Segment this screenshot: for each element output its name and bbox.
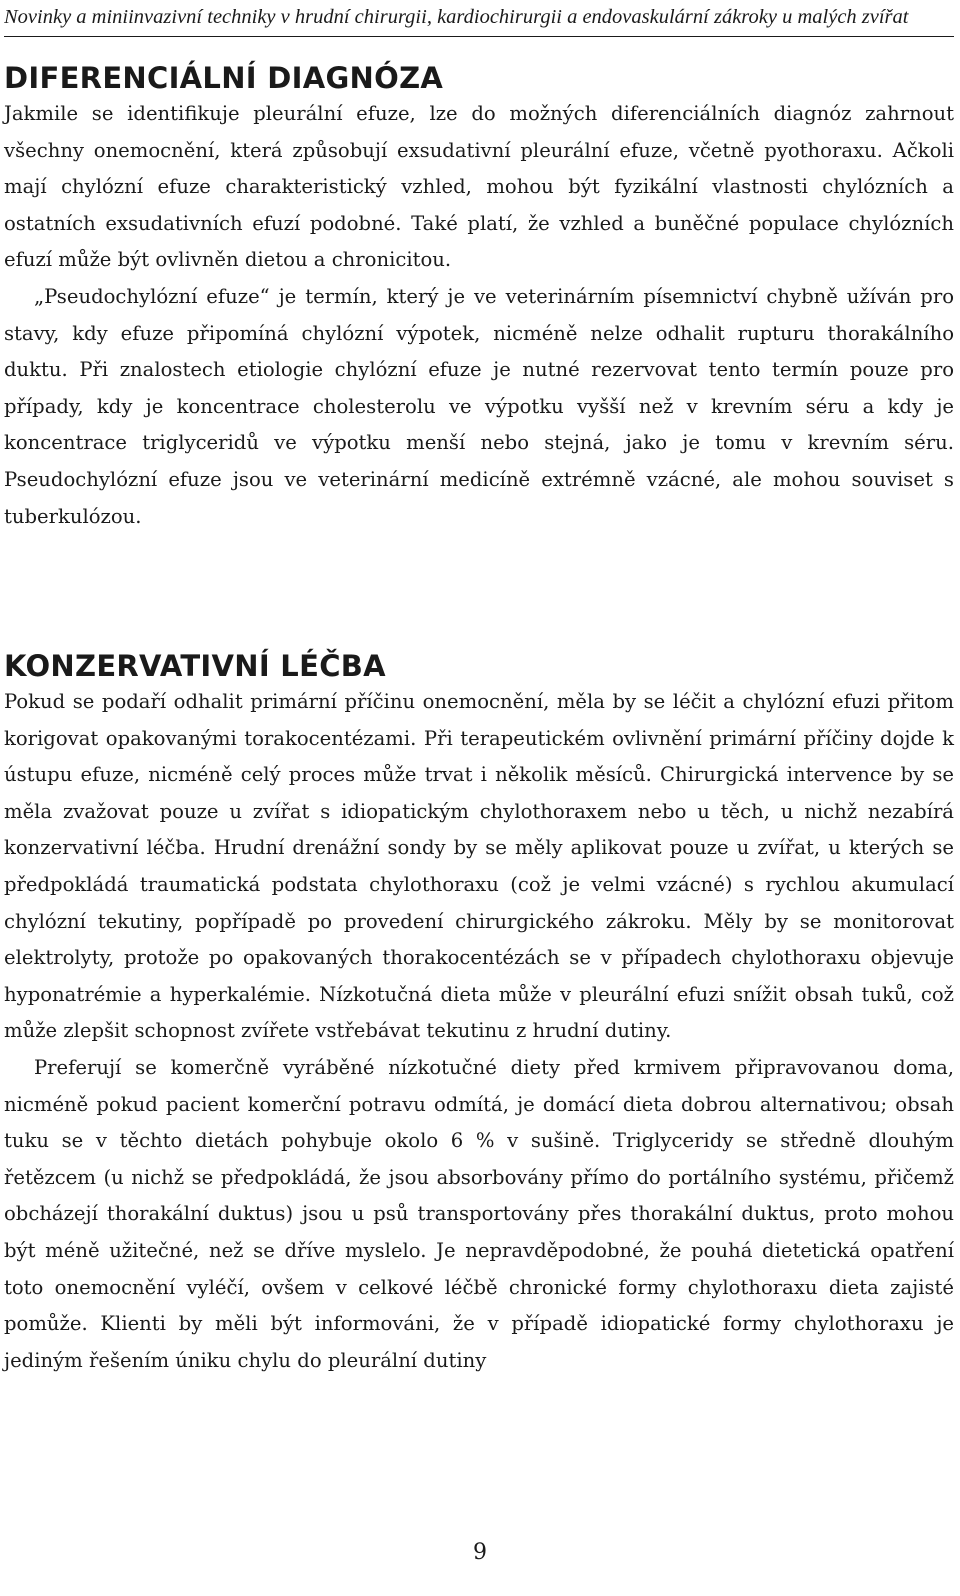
paragraph: „Pseudochylózní efuze“ je termín, který je ve veterinárním písemnictví chybně užíván pro stavy, kdy efuze připomíná chylózní výpotek, nicméně nelze odhalit rupturu thorakálního duktu. Při znalostech etiologie chylózní efuze je nutné rezervovat tento termín pouze pro případy, kdy je koncentrace cholesterolu ve výpotku vyšší než v krevním séru a kdy je koncentrace triglyceridů ve výpotku menší nebo stejná, jako je tomu v krevním séru. Pseudochylózní efuze jsou ve veterinární medicíně extrémně vzácné, ale mohou souviset s tuberkulózou. <box>4 284 954 528</box>
section-conservative-treatment <box>4 648 954 1379</box>
paragraph: Pokud se podaří odhalit primární příčinu onemocnění, měla by se léčit a chylózní efuzi přitom korigovat opakovanými torakocentézami. Při terapeutickém ovlivnění primární příčiny dojde k ústupu efuze, nicméně celý proces může trvat i několik měsíců. Chirurgická intervence by se měla zvažovat pouze u zvířat s idiopatickým chylothoraxem nebo u těch, u nichž nezabírá konzervativní léčba. Hrudní drenážní sondy by se měly aplikovat pouze u zvířat, u kterých se předpokládá traumatická podstata chylothoraxu (což je velmi vzácné) s rychlou akumulací chylózní tekutiny, popřípadě po provedení chirurgického zákroku. Měly by se monitorovat elektrolyty, protože po opakovaných thorakocentézách se v případech chylothoraxu objevuje hyponatrémie a hyperkalémie. Nízkotučná dieta může v pleurální efuzi snížit obsah tuků, což může zlepšit schopnost zvířete vstřebávat tekutinu z hrudní dutiny. <box>4 690 954 1043</box>
page-number: 9 <box>473 1540 487 1565</box>
paragraph: Preferují se komerčně vyráběné nízkotučné diety před krmivem připravovanou doma, nicméně pokud pacient komerční potravu odmítá, je domácí dieta dobrou alternativou; obsah tuku se v těchto dietách pohybuje okolo 6 % v sušině. Triglyceridy se středně dlouhým řetězcem (u nichž se předpokládá, že jsou absorbovány přímo do portálního systému, přičemž obcházejí thorakální duktus) jsou u psů transportovány přes thorakální duktus, proto mohou být méně užitečné, než se dříve myslelo. Je nepravděpodobné, že pouhá dietetická opatření toto onemocnění vyléčí, ovšem v celkové léčbě chronické formy chylothoraxu dieta zajisté pomůže. Klienti by měli být informováni, že v případě idiopatické formy chylothoraxu je jediným řešením úniku chylu do pleurální dutiny <box>4 1055 954 1372</box>
section-heading: DIFERENCIÁLNÍ DIAGNÓZA <box>4 61 444 95</box>
paragraph: Jakmile se identifikuje pleurální efuze, lze do možných diferenciálních diagnóz zahrnout všechny onemocnění, která způsobují exsudativní pleurální efuze, včetně pyothoraxu. Ačkoli mají chylózní efuze charakteristický vzhled, mohou být fyzikální vlastnosti chylózních a ostatních exsudativních efuzí podobné. Také platí, že vzhled a buněčné populace chylózních efuzí může být ovlivněn dietou a chronicitou. <box>4 102 954 272</box>
section-heading: KONZERVATIVNÍ LÉČBA <box>4 649 386 683</box>
running-header: Novinky a miniinvazivní techniky v hrudní chirurgii, kardiochirurgii a endovaskulární zákroky u malých zvířat <box>4 4 954 37</box>
section-differential-diagnosis <box>4 60 954 535</box>
